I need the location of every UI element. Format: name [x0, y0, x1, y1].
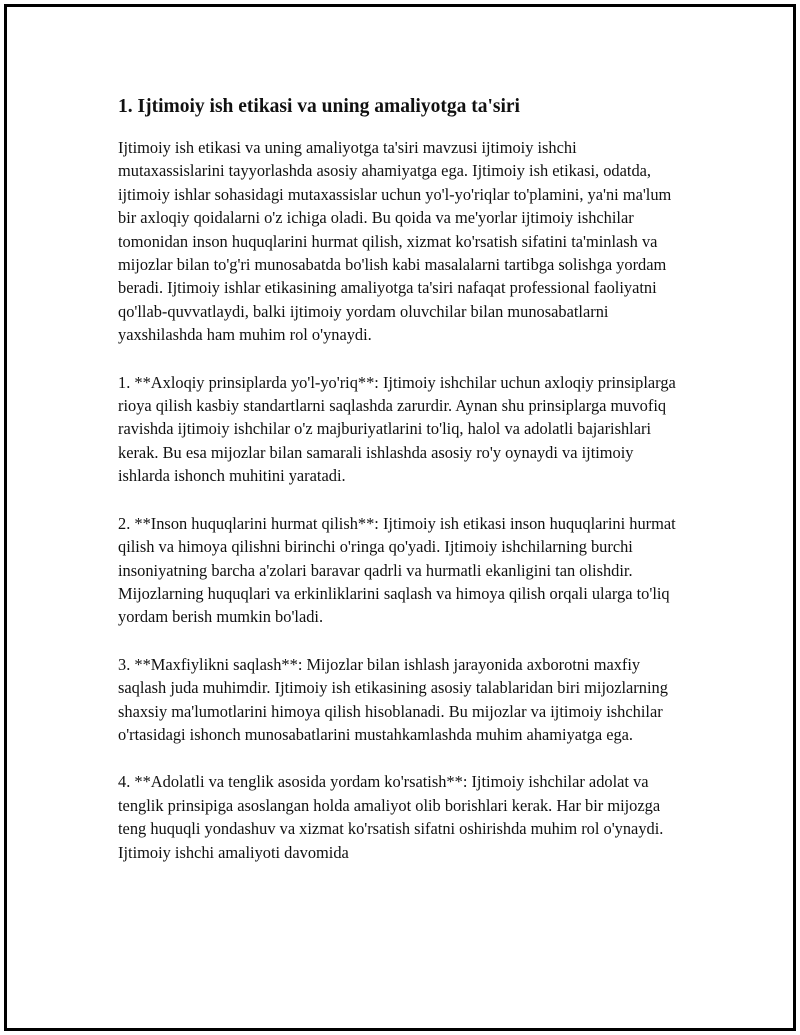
document-body: [118, 94, 683, 888]
intro-paragraph: Ijtimoiy ish etikasi va uning amaliyotga ta'siri mavzusi ijtimoiy ishchi mutaxassislarini tayyorlashda asosiy ahamiyatga ega. Ijtimoiy ish etikasi, odatda, ijtimoiy ishlar sohasidagi mutaxassislar uchun yo'l-yo'riqlar to'plamini, ya'ni ma'lum bir axloqiy qoidalarni o'z ichiga oladi. Bu qoida va me'yorlar ijtimoiy ishchilar tomonidan inson huquqlarini hurmat qilish, xizmat ko'rsatish sifatini ta'minlash va mijozlar bilan to'g'ri munosabatda bo'lish kabi masalalarni tartibga solishga yordam beradi. Ijtimoiy ishlar etikasining amaliyotga ta'siri nafaqat professional faoliyatni qo'llab-quvvatlaydi, balki ijtimoiy yordam oluvchilar bilan munosabatlarni yaxshilashda ham muhim rol o'ynaydi.: [118, 138, 672, 345]
document-title: 1. Ijtimoiy ish etikasi va uning amaliyotga ta'siri: [118, 96, 520, 117]
paragraph-equality: 4. **Adolatli va tenglik asosida yordam ko'rsatish**: Ijtimoiy ishchilar adolat va tenglik prinsipiga asoslangan holda amaliyot olib borishlari kerak. Har bir mijozga teng huquqli yondashuv va xizmat ko'rsatish sifatni oshirishda muhim rol o'ynaydi. Ijtimoiy ishchi amaliyoti davomida: [118, 772, 664, 862]
paragraph-confidentiality: 3. **Maxfiylikni saqlash**: Mijozlar bilan ishlash jarayonida axborotni maxfiy saqlash juda muhimdir. Ijtimoiy ish etikasining asosiy talablaridan biri mijozlarning shaxsiy ma'lumotlarini himoya qilish hisoblanadi. Bu mijozlar va ijtimoiy ishchilar o'rtasidagi ishonch munosabatlarini mustahkamlashda muhim ahamiyatga ega.: [118, 654, 668, 744]
paragraph-moral-principles: 1. **Axloqiy prinsiplarda yo'l-yo'riq**: Ijtimoiy ishchilar uchun axloqiy prinsiplarga rioya qilish kasbiy standartlarni saqlashda zarurdir. Aynan shu prinsiplarga muvofiq ravishda ijtimoiy ishchilar o'z majburiyatlarini to'liq, halol va adolatli bajarishlari kerak. Bu esa mijozlar bilan samarali ishlashda asosiy ro'y oynaydi va ijtimoiy ishlarda ishonch muhitini yaratadi.: [118, 372, 676, 486]
paragraph-human-rights: 2. **Inson huquqlarini hurmat qilish**: Ijtimoiy ish etikasi inson huquqlarini hurmat qilish va himoya qilishni birinchi o'ringa qo'yadi. Ijtimoiy ishchilarning burchi insoniyatning barcha a'zolari baravar qadrli va hurmatli ekanligini tan olishdir. Mijozlarning huquqlari va erkinliklarini saqlash va himoya qilish orqali ularga to'liq yordam berish mumkin bo'ladi.: [118, 513, 676, 627]
